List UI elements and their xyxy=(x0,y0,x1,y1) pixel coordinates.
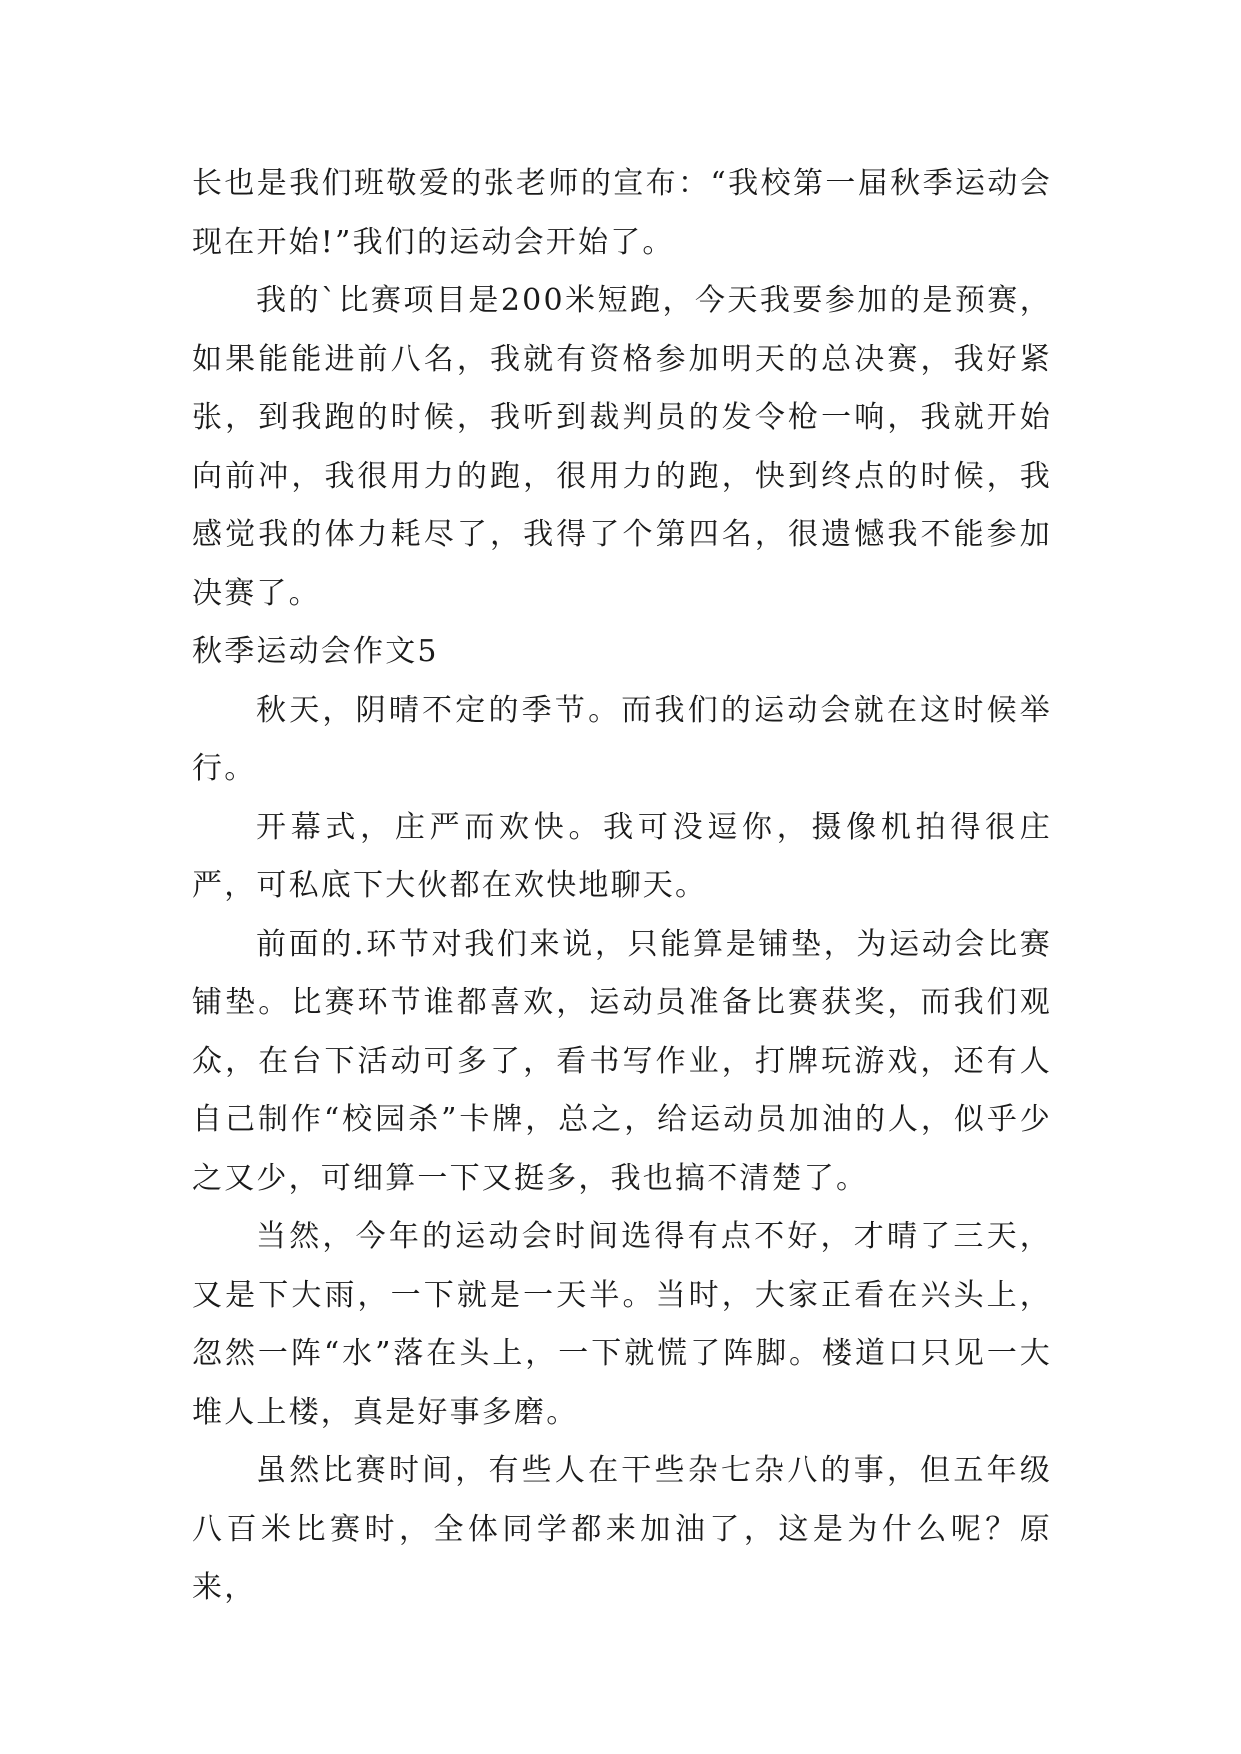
paragraph-200m-race: 我的`比赛项目是200米短跑，今天我要参加的是预赛，如果能能进前八名，我就有资格参加明天的总决赛，我好紧张，到我跑的时候，我听到裁判员的发令枪一响，我就开始向前冲，我很用力的跑，很用力的跑，快到终点的时候，我感觉我的体力耗尽了，我得了个第四名，很遗憾我不能参加决赛了。 xyxy=(192,283,1052,611)
paragraph-autumn: 秋天，阴晴不定的季节。而我们的运动会就在这时候举行。 xyxy=(192,692,1052,786)
document-body xyxy=(192,155,1052,1618)
paragraph-rain: 当然，今年的运动会时间选得有点不好，才晴了三天，又是下大雨，一下就是一天半。当时，大家正看在兴头上，忽然一阵“水”落在头上，一下就慌了阵脚。楼道口只见一大堆人上楼，真是好事多磨。 xyxy=(192,1219,1052,1430)
paragraph-800m-race: 虽然比赛时间，有些人在干些杂七杂八的事，但五年级八百米比赛时，全体同学都来加油了，这是为什么呢？原来， xyxy=(192,1453,1052,1605)
paragraph-continuation: 长也是我们班敬爱的张老师的宣布：“我校第一届秋季运动会现在开始!”我们的运动会开始了。 xyxy=(192,166,1052,260)
section-heading: 秋季运动会作文5 xyxy=(192,634,439,669)
paragraph-competition: 前面的.环节对我们来说，只能算是铺垫，为运动会比赛铺垫。比赛环节谁都喜欢，运动员准备比赛获奖，而我们观众，在台下活动可多了，看书写作业，打牌玩游戏，还有人自己制作“校园杀”卡牌，总之，给运动员加油的人，似乎少之又少，可细算一下又挺多，我也搞不清楚了。 xyxy=(192,926,1052,1196)
paragraph-opening-ceremony: 开幕式，庄严而欢快。我可没逗你，摄像机拍得很庄严，可私底下大伙都在欢快地聊天。 xyxy=(192,809,1052,903)
